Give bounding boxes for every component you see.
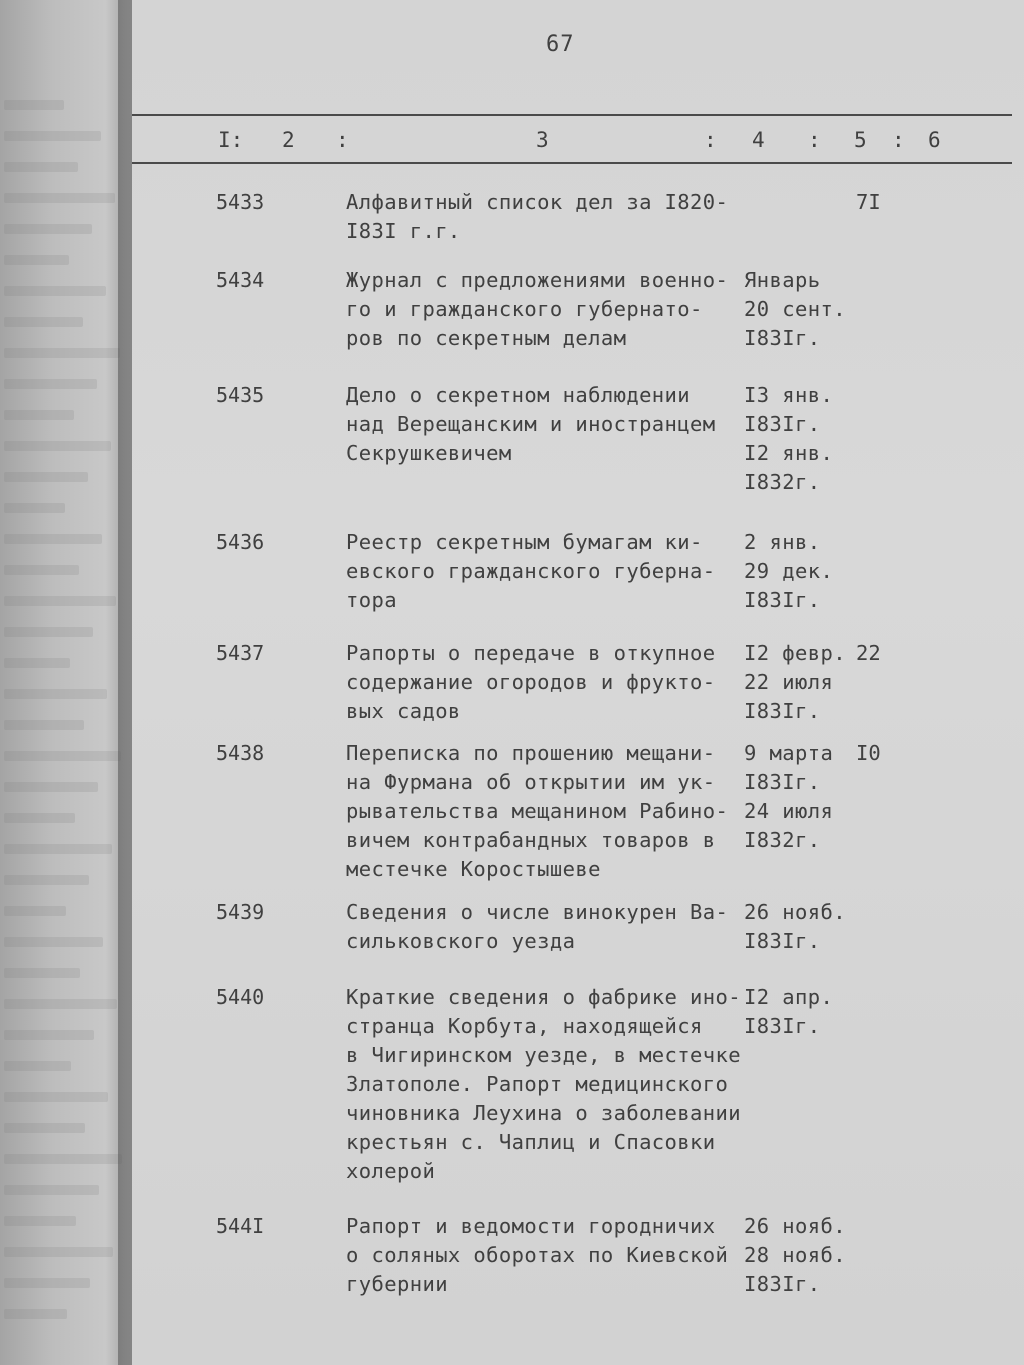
- facing-page-ghost-line: [4, 410, 74, 420]
- facing-page-ghost-line: [4, 658, 70, 668]
- entry-title-line: I83I г.г.: [346, 219, 461, 243]
- entry-title-line: на Фурмана об открытии им ук-: [346, 770, 716, 794]
- entry-date: 26 нояб.: [744, 1214, 846, 1238]
- page-number: 67: [546, 32, 575, 57]
- facing-page-ghost-line: [4, 596, 116, 606]
- facing-page-ghost-line: [4, 1216, 76, 1226]
- entry-date: I83Iг.: [744, 326, 821, 350]
- entry-number: 5433: [216, 190, 265, 214]
- entry-title-line: сильковского уезда: [346, 929, 576, 953]
- entry-title-line: в Чигиринском уезде, в местечке: [346, 1043, 742, 1067]
- entry-date: I83Iг.: [744, 770, 821, 794]
- entry-title-line: рывательства мещанином Рабино-: [346, 799, 729, 823]
- header-rule-bottom: [132, 162, 1012, 164]
- facing-page-ghost-line: [4, 255, 69, 265]
- entry-title-line: Секрушкевичем: [346, 441, 512, 465]
- entry-number: 5434: [216, 268, 265, 292]
- entry-date: 2 янв.: [744, 530, 821, 554]
- entry-number: 5439: [216, 900, 265, 924]
- column-header: :: [336, 128, 349, 152]
- facing-page-ghost-line: [4, 875, 89, 885]
- facing-page-ghost-line: [4, 1185, 99, 1195]
- entry-title-line: губернии: [346, 1272, 448, 1296]
- facing-page-ghost-line: [4, 224, 92, 234]
- facing-page-ghost-line: [4, 1154, 122, 1164]
- entry-date: Январь: [744, 268, 821, 292]
- entry-title-line: Златополе. Рапорт медицинского: [346, 1072, 729, 1096]
- entry-title-line: над Верещанским и иностранцем: [346, 412, 716, 436]
- entry-date: I83Iг.: [744, 1272, 821, 1296]
- entry-number: 5438: [216, 741, 265, 765]
- entry-title-line: вых садов: [346, 699, 461, 723]
- entry-date: I83Iг.: [744, 412, 821, 436]
- entry-title-line: холерой: [346, 1159, 436, 1183]
- entry-number: 544I: [216, 1214, 265, 1238]
- column-header: 6: [928, 128, 941, 152]
- column-header: :: [704, 128, 717, 152]
- entry-title-line: странца Корбута, находящейся: [346, 1014, 703, 1038]
- entry-date: I832г.: [744, 470, 821, 494]
- entry-title-line: вичем контрабандных товаров в: [346, 828, 716, 852]
- facing-page-ghost-line: [4, 348, 120, 358]
- entry-title-line: го и гражданского губернато-: [346, 297, 703, 321]
- facing-page-ghost-line: [4, 937, 103, 947]
- entry-date: I83Iг.: [744, 699, 821, 723]
- facing-page-ghost-line: [4, 906, 66, 916]
- entry-title-line: Рапорты о передаче в откупное: [346, 641, 716, 665]
- entry-date: 28 нояб.: [744, 1243, 846, 1267]
- entry-date: 24 июля: [744, 799, 834, 823]
- facing-page-ghost-line: [4, 193, 115, 203]
- column-header: :: [808, 128, 821, 152]
- entry-date: I83Iг.: [744, 588, 821, 612]
- entry-number: 5440: [216, 985, 265, 1009]
- entry-date: I2 апр.: [744, 985, 834, 1009]
- facing-page-ghost-line: [4, 286, 106, 296]
- facing-page-ghost-line: [4, 720, 84, 730]
- facing-page-ghost-line: [4, 1278, 90, 1288]
- facing-page-ghost-line: [4, 968, 80, 978]
- entry-date: I832г.: [744, 828, 821, 852]
- entry-title-line: крестьян с. Чаплиц и Спасовки: [346, 1130, 716, 1154]
- column-header: I:: [218, 128, 244, 152]
- entry-sheets: 22: [856, 641, 881, 665]
- facing-page-ghost-line: [4, 1061, 71, 1071]
- facing-page-ghost-line: [4, 751, 121, 761]
- entry-title-line: местечке Коростышеве: [346, 857, 601, 881]
- facing-page-ghost-line: [4, 782, 98, 792]
- entry-date: I83Iг.: [744, 1014, 821, 1038]
- entry-title-line: Сведения о числе винокурен Ва-: [346, 900, 729, 924]
- entry-title-line: тора: [346, 588, 397, 612]
- entry-title-line: евского гражданского губерна-: [346, 559, 716, 583]
- facing-page-ghost-line: [4, 1030, 94, 1040]
- entry-title-line: содержание огородов и фрукто-: [346, 670, 716, 694]
- facing-page-ghost-line: [4, 627, 93, 637]
- column-header: 3: [536, 128, 549, 152]
- facing-page-ghost-line: [4, 999, 117, 1009]
- facing-page-ghost-line: [4, 503, 65, 513]
- entry-title-line: Переписка по прошению мещани-: [346, 741, 716, 765]
- entry-title-line: о соляных оборотах по Киевской: [346, 1243, 729, 1267]
- header-rule-top: [132, 114, 1012, 116]
- entry-title-line: Рапорт и ведомости городничих: [346, 1214, 716, 1238]
- entry-date: 26 нояб.: [744, 900, 846, 924]
- facing-page-edge: [0, 0, 132, 1365]
- entry-date: 9 марта: [744, 741, 834, 765]
- entry-title-line: Краткие сведения о фабрике ино-: [346, 985, 742, 1009]
- facing-page-ghost-line: [4, 565, 79, 575]
- document-page: [132, 0, 1024, 1365]
- entry-date: 29 дек.: [744, 559, 834, 583]
- column-header: :: [892, 128, 905, 152]
- facing-page-ghost-line: [4, 472, 88, 482]
- entry-title-line: чиновника Леухина о заболевании: [346, 1101, 742, 1125]
- entry-title-line: Журнал с предложениями военно-: [346, 268, 729, 292]
- column-header: 4: [752, 128, 765, 152]
- entry-date: I2 февр.: [744, 641, 846, 665]
- facing-page-ghost-line: [4, 379, 97, 389]
- facing-page-ghost-line: [4, 100, 64, 110]
- facing-page-ghost-line: [4, 1123, 85, 1133]
- entry-date: 20 сент.: [744, 297, 846, 321]
- facing-page-ghost-line: [4, 441, 111, 451]
- entry-sheets: I0: [856, 741, 881, 765]
- column-header: 5: [854, 128, 867, 152]
- entry-sheets: 7I: [856, 190, 881, 214]
- entry-date: I83Iг.: [744, 929, 821, 953]
- facing-page-ghost-line: [4, 1309, 67, 1319]
- facing-page-ghost-line: [4, 317, 83, 327]
- facing-page-ghost-line: [4, 1247, 113, 1257]
- facing-page-ghost-line: [4, 689, 107, 699]
- entry-date: 22 июля: [744, 670, 834, 694]
- facing-page-ghost-line: [4, 534, 102, 544]
- facing-page-ghost-line: [4, 813, 75, 823]
- entry-title-line: Дело о секретном наблюдении: [346, 383, 691, 407]
- entry-number: 5436: [216, 530, 265, 554]
- entry-title-line: ров по секретным делам: [346, 326, 627, 350]
- facing-page-ghost-line: [4, 162, 78, 172]
- entry-number: 5437: [216, 641, 265, 665]
- entry-date: I3 янв.: [744, 383, 834, 407]
- facing-page-ghost-line: [4, 131, 101, 141]
- entry-title-line: Реестр секретным бумагам ки-: [346, 530, 703, 554]
- entry-date: I2 янв.: [744, 441, 834, 465]
- column-header: 2: [282, 128, 295, 152]
- facing-page-ghost-line: [4, 844, 112, 854]
- facing-page-ghost-line: [4, 1092, 108, 1102]
- entry-title-line: Алфавитный список дел за I820-: [346, 190, 729, 214]
- entry-number: 5435: [216, 383, 265, 407]
